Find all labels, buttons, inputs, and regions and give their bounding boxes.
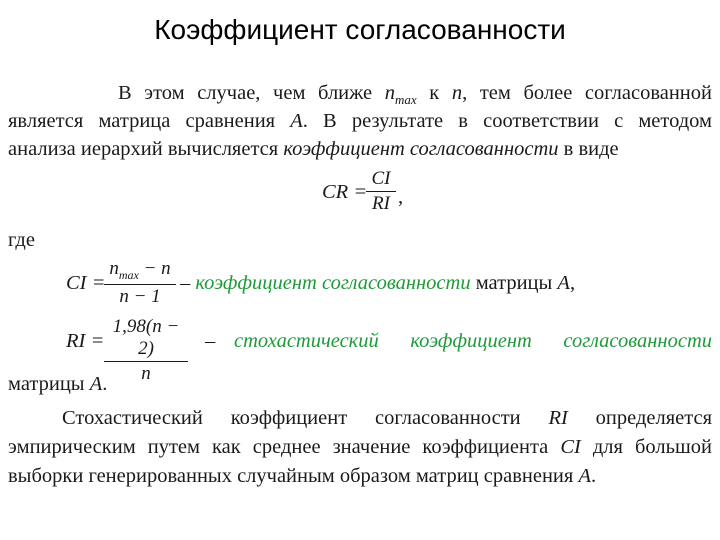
ci-description: – коэффициент согласованности матрицы A,	[180, 272, 576, 294]
ci-formula-lhs: CI =	[66, 272, 106, 294]
ri-denominator: n	[141, 363, 151, 384]
ri-dash: –	[205, 330, 216, 352]
ri-continuation: матрицы A.	[8, 373, 108, 395]
ri-numerator: 1,98(n − 2)	[104, 316, 188, 362]
paragraph-2-line-1: Стохастический коэффициент согласованности RI определяется	[62, 407, 712, 429]
cr-formula-lhs: CR =	[322, 181, 368, 203]
ci-denominator: n − 1	[119, 285, 161, 307]
slide-title: Коэффициент согласованности	[154, 14, 566, 45]
ri-description: стохастический коэффициент согласованности	[234, 330, 712, 352]
cr-denominator: RI	[372, 193, 390, 214]
cr-formula-comma: ,	[398, 186, 404, 208]
paragraph-1-line-1: В этом случае, чем ближе $n_{max}$ к n, тем более согласованной	[118, 82, 712, 108]
paragraph-2-line-2: эмпирическим путем как среднее значение коэффициента CI для большой	[8, 436, 712, 458]
paragraph-2-line-3: выборки генерированных случайным образом матриц сравнения A.	[8, 465, 597, 487]
cr-formula-fraction	[366, 168, 396, 215]
ci-numerator: $n_{max} - n$	[104, 258, 176, 285]
cr-numerator: CI	[366, 168, 396, 192]
ri-formula-lhs: RI =	[66, 330, 105, 352]
paragraph-1-line-3: анализа иерархий вычисляется коэффициент согласованности в виде	[8, 138, 619, 160]
ci-formula-fraction	[104, 258, 176, 308]
paragraph-1-line-2: является матрица сравнения A. В результате в соответствии с методом	[8, 110, 712, 132]
where-label: где	[8, 229, 35, 251]
